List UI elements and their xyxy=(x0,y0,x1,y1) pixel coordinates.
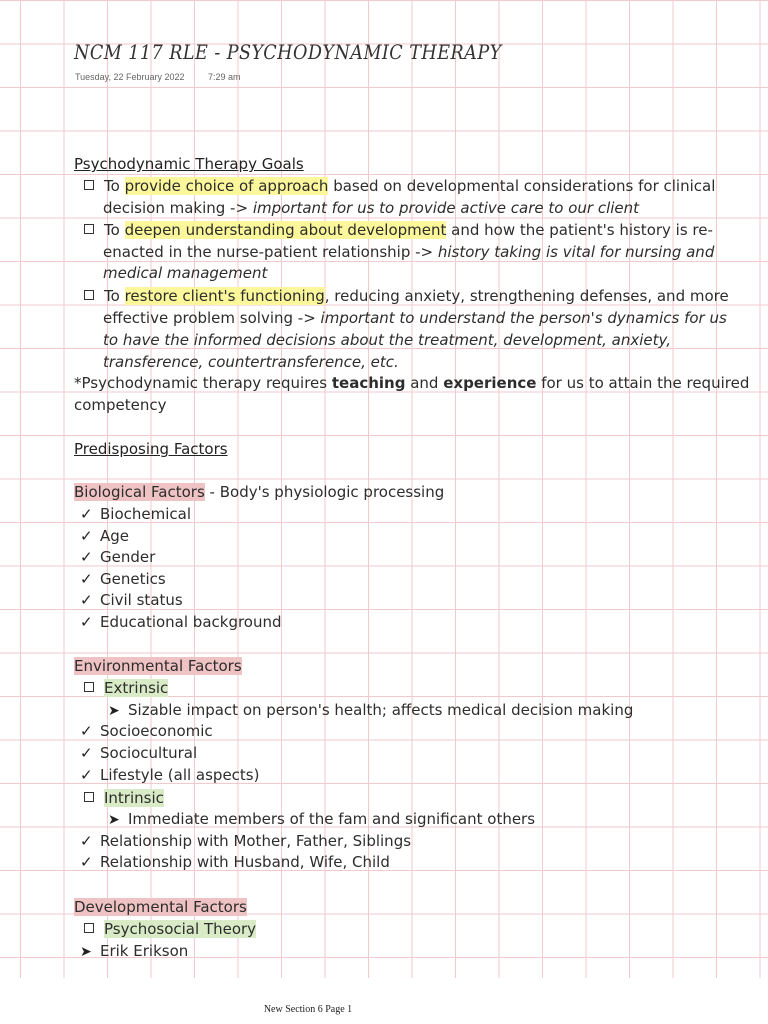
page-title: NCM 117 RLE - PSYCHODYNAMIC THERAPY xyxy=(74,40,502,64)
goal-3-text: , reducing anxiety, strengthening defenses, and more xyxy=(324,287,729,305)
intrinsic-item-2 xyxy=(80,852,390,874)
extrinsic-item-3 xyxy=(80,765,259,787)
extrinsic-label: Extrinsic xyxy=(104,679,169,697)
goal-2-line-3: medical management xyxy=(103,264,268,282)
goal-2-prefix: To xyxy=(104,221,125,239)
goal-1-line-2 xyxy=(103,198,639,220)
goal-2-text-2: enacted in the nurse-patient relationship -> xyxy=(103,243,438,261)
goal-1-text-2: decision making -> xyxy=(103,199,253,217)
extrinsic-note-text: Sizable impact on person's health; affects medical decision making xyxy=(128,701,634,719)
extrinsic-item xyxy=(84,678,168,700)
goals-heading: Psychodynamic Therapy Goals xyxy=(74,155,304,173)
extrinsic-item-label: Socioeconomic xyxy=(100,722,213,740)
intrinsic-item-label: Relationship with Mother, Father, Siblings xyxy=(100,832,412,850)
bio-item-3 xyxy=(80,547,155,569)
extrinsic-item-label: Lifestyle (all aspects) xyxy=(100,766,260,784)
arrow-bullet-icon: ➤ xyxy=(108,703,120,719)
competency-note-line-2: competency xyxy=(74,396,167,414)
extrinsic-note xyxy=(108,700,633,723)
environmental-label: Environmental Factors xyxy=(74,657,242,675)
checkbox-icon[interactable] xyxy=(84,792,94,802)
check-icon: ✓ xyxy=(80,613,93,631)
goal-3-text-2: effective problem solving -> xyxy=(103,309,321,327)
intrinsic-note xyxy=(108,809,535,832)
page-time: 7:29 am xyxy=(208,72,241,82)
predisposing-heading: Predisposing Factors xyxy=(74,440,228,458)
extrinsic-item-2 xyxy=(80,743,197,765)
goal-2-line-2 xyxy=(103,242,714,264)
goal-1-text: based on developmental considerations for clinical xyxy=(328,177,716,195)
bio-item-2 xyxy=(80,526,129,548)
check-icon: ✓ xyxy=(80,527,93,545)
check-icon: ✓ xyxy=(80,766,93,784)
bio-item-label: Educational background xyxy=(100,613,282,631)
developmental-label: Developmental Factors xyxy=(74,898,247,916)
bio-item-5 xyxy=(80,590,183,612)
bio-item-label: Genetics xyxy=(100,570,166,588)
bio-item-1 xyxy=(80,504,191,526)
erikson-item xyxy=(80,941,188,964)
check-icon: ✓ xyxy=(80,591,93,609)
arrow-bullet-icon: ➤ xyxy=(80,944,92,960)
goal-3-prefix: To xyxy=(104,287,125,305)
page-date: Tuesday, 22 February 2022 xyxy=(75,72,185,82)
goal-2-note: history taking is vital for nursing and xyxy=(437,243,715,261)
arrow-bullet-icon: ➤ xyxy=(108,812,120,828)
competency-note xyxy=(74,373,749,395)
goal-1-note: important for us to provide active care to our client xyxy=(252,199,640,217)
goal-2-text: and how the patient's history is re- xyxy=(446,221,713,239)
note-suffix: for us to attain the required xyxy=(536,374,750,392)
page-footer: New Section 6 Page 1 xyxy=(263,1004,353,1015)
psychosocial-item xyxy=(84,919,256,941)
biological-label: Biological Factors xyxy=(74,483,205,501)
intrinsic-note-text: Immediate members of the fam and significant others xyxy=(128,810,536,828)
goal-2-line-1 xyxy=(84,220,713,242)
goal-1-prefix: To xyxy=(104,177,125,195)
goal-3-line-4: transference, countertransference, etc. xyxy=(103,353,399,371)
check-icon: ✓ xyxy=(80,570,93,588)
check-icon: ✓ xyxy=(80,548,93,566)
developmental-heading xyxy=(74,897,247,919)
intrinsic-label: Intrinsic xyxy=(104,789,164,807)
checkbox-icon[interactable] xyxy=(84,180,94,190)
check-icon: ✓ xyxy=(80,832,93,850)
intrinsic-item xyxy=(84,788,164,810)
bio-item-4 xyxy=(80,569,166,591)
goal-3-highlight: restore client's functioning xyxy=(124,287,325,305)
bio-item-label: Biochemical xyxy=(100,505,192,523)
check-icon: ✓ xyxy=(80,722,93,740)
intrinsic-item-1 xyxy=(80,831,411,853)
bio-item-6 xyxy=(80,612,282,634)
note-teaching: teaching xyxy=(331,374,406,392)
extrinsic-item-1 xyxy=(80,721,213,743)
checkbox-icon[interactable] xyxy=(84,290,94,300)
check-icon: ✓ xyxy=(80,505,93,523)
goal-1-highlight: provide choice of approach xyxy=(124,177,329,195)
extrinsic-item-label: Sociocultural xyxy=(100,744,198,762)
biological-heading xyxy=(74,482,444,504)
goal-2-highlight: deepen understanding about development xyxy=(124,221,447,239)
bio-item-label: Age xyxy=(100,527,130,545)
goal-3-line-1 xyxy=(84,286,729,308)
checkbox-icon[interactable] xyxy=(84,923,94,933)
note-prefix: *Psychodynamic therapy requires xyxy=(74,374,332,392)
goal-3-line-2 xyxy=(103,308,727,330)
checkbox-icon[interactable] xyxy=(84,682,94,692)
check-icon: ✓ xyxy=(80,853,93,871)
goal-3-line-3: to have the informed decisions about the treatment, development, anxiety, xyxy=(103,331,671,349)
biological-desc: - Body's physiologic processing xyxy=(204,483,445,501)
check-icon: ✓ xyxy=(80,744,93,762)
intrinsic-item-label: Relationship with Husband, Wife, Child xyxy=(100,853,390,871)
goal-3-note: important to understand the person's dynamics for us xyxy=(320,309,727,327)
erikson-label: Erik Erikson xyxy=(100,942,189,960)
checkbox-icon[interactable] xyxy=(84,224,94,234)
bio-item-label: Civil status xyxy=(100,591,183,609)
note-and: and xyxy=(405,374,444,392)
environmental-heading xyxy=(74,656,242,678)
goal-1-line-1 xyxy=(84,176,715,198)
note-experience: experience xyxy=(443,374,537,392)
psychosocial-label: Psychosocial Theory xyxy=(104,920,257,938)
bio-item-label: Gender xyxy=(100,548,156,566)
